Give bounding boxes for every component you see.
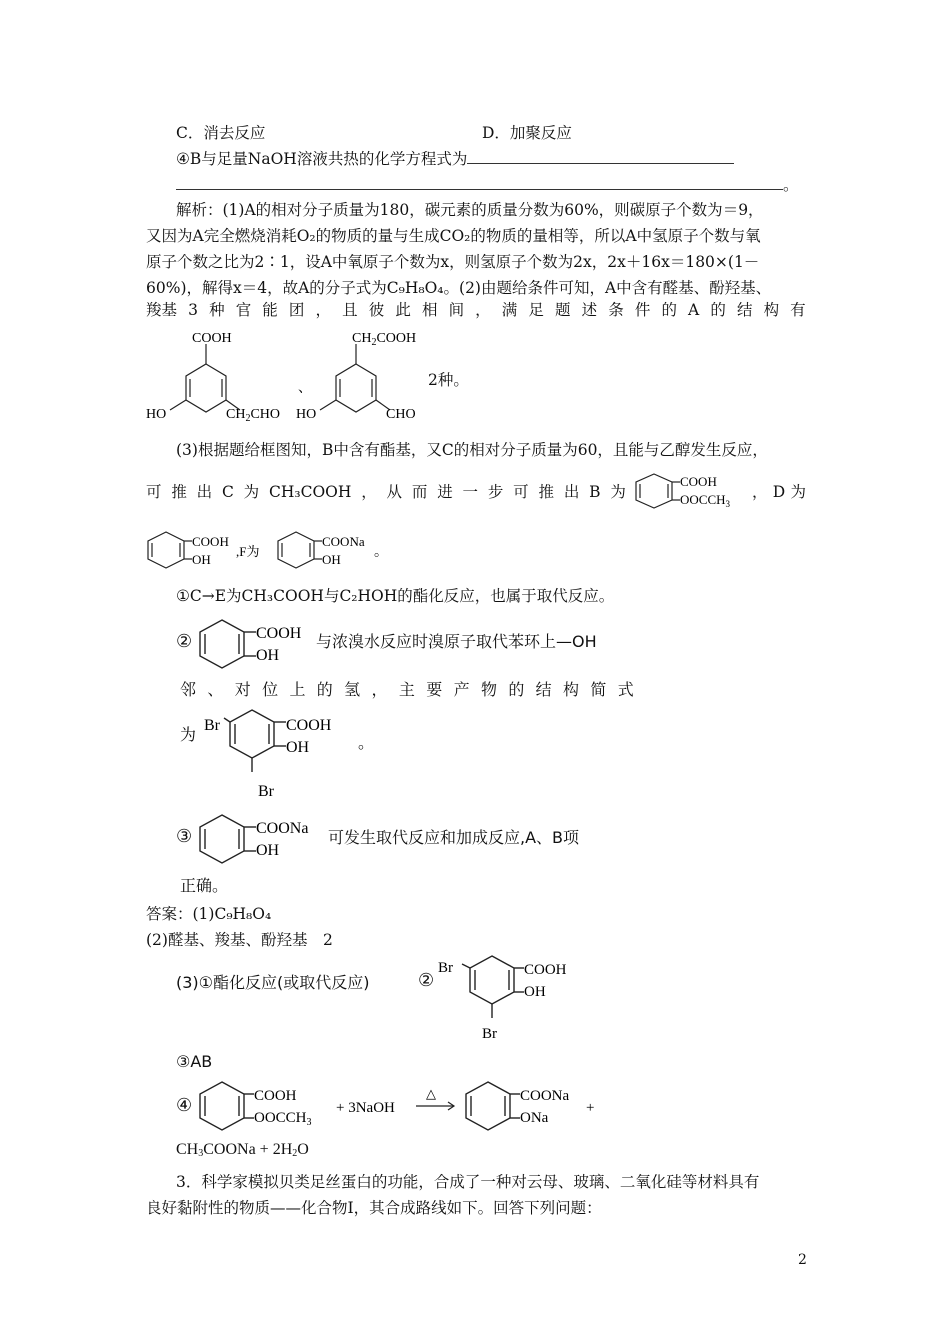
answer-blank[interactable]	[176, 175, 783, 190]
salicylic-acid-structure	[198, 614, 318, 672]
analysis-p3l2-token: 出	[196, 483, 213, 501]
d-is-token: 为	[790, 483, 806, 501]
analysis-line-2: 又因为A完全燃烧消耗O₂的物质的量与生成CO₂的物质的量相等，所以A中氢原子个数与氧	[146, 227, 761, 245]
analysis-line-3: 原子个数之比为2∶1，设A中氧原子个数为x，则氢原子个数为2x，2x＋16x＝180×(1－	[146, 253, 760, 271]
page-number: 2	[798, 1252, 807, 1268]
analysis-p3l2-token: 为	[243, 483, 260, 501]
analysis-line-1: 解析：(1)A的相对分子质量为180，碳元素的质量分数为60%，则碳原子个数为＝9，	[176, 201, 764, 219]
period: 。	[374, 545, 388, 560]
eq-arrow	[416, 1102, 454, 1110]
analysis-l5-token: 能	[262, 301, 278, 319]
analysis-p3l2-token: 一	[462, 483, 479, 501]
eq-coona: COONa	[520, 1088, 570, 1104]
answer-cooh: COOH	[524, 962, 567, 978]
analysis-line-5	[146, 300, 806, 320]
isomer-1	[170, 344, 240, 412]
analysis-line-4: 60%)，解得x＝4，故A的分子式为C₉H₈O₄。(2)由题给条件可知，A中含有醛基、酚羟基、	[146, 279, 772, 297]
br-top: Br	[204, 717, 220, 734]
question-3-line-1: 3．科学家模拟贝类足丝蛋白的功能，合成了一种对云母、玻璃、二氧化硅等材料具有	[176, 1173, 760, 1191]
answer-br-top: Br	[438, 960, 453, 976]
analysis-l5-token: 结	[736, 301, 753, 319]
reaction-2-l2-token: 主	[398, 680, 415, 699]
analysis-p3-line-1: (3)根据题给框图知，B中含有酯基，又C的相对分子质量为60，且能与乙醇发生反应，	[176, 441, 768, 459]
answer-oh: OH	[524, 984, 546, 1000]
d-is-token: ，	[752, 483, 768, 501]
reaction-2-l2-token: 氢	[344, 680, 361, 699]
d-oh: OH	[192, 552, 211, 567]
reaction-2-l2-token: 的	[508, 680, 525, 699]
r3-coona: COONa	[256, 820, 309, 837]
analysis-p3l2-token: C	[221, 483, 234, 501]
analysis-l5-token: 间	[448, 301, 465, 319]
analysis-p3l2-token: 推	[538, 483, 555, 501]
reaction-2-l2-token: 要	[426, 680, 443, 699]
analysis-l5-token: ，	[475, 301, 491, 319]
analysis-l5-token: 官	[235, 301, 252, 319]
equation-4	[198, 1076, 618, 1136]
dibromo-product	[200, 704, 380, 800]
analysis-l5-token: 述	[581, 301, 598, 319]
answer-3b: ③AB	[176, 1052, 213, 1071]
b-oocch3: $OOCCH_3$	[680, 492, 731, 509]
reaction-2-l2-token: 对	[234, 680, 251, 699]
answer-dibromo-structure	[436, 950, 596, 1046]
analysis-l5-token: 彼	[368, 301, 385, 319]
structures-d-f	[146, 528, 386, 578]
answer-br-bottom: Br	[482, 1026, 497, 1042]
two-kinds: 2种。	[428, 371, 469, 389]
isomer-1-ho: HO	[146, 407, 167, 422]
analysis-p3l2-token: 出	[563, 483, 580, 501]
answer-3: (3)①酯化反应(或取代反应)	[176, 973, 370, 992]
isomer-2-cho: CHO	[386, 407, 416, 422]
analysis-l5-token: 足	[528, 301, 544, 319]
d-is	[752, 482, 806, 502]
circled-3: ③	[176, 826, 193, 847]
eq-plus: +	[586, 1100, 595, 1116]
analysis-p3l2-token: 可	[513, 483, 529, 501]
analysis-l5-token: 满	[501, 301, 518, 319]
isomer-1-ch2cho: $CH_2CHO$	[226, 407, 281, 424]
isomer-2	[320, 344, 390, 412]
analysis-l5-token: 且	[342, 301, 358, 319]
isomer-1-cooh: COOH	[192, 331, 232, 346]
equation-products: $CH_3COONa + 2H_2O$	[176, 1141, 309, 1159]
r2-cooh: COOH	[256, 625, 302, 642]
analysis-p3l2-token: 为	[610, 483, 626, 501]
r2-oh: OH	[256, 647, 280, 664]
reaction-2-l2-token: 上	[289, 680, 306, 699]
isomer-2-ch2cooh: $CH_2COOH$	[352, 331, 417, 348]
eq-cooh: COOH	[254, 1088, 297, 1104]
br-bottom: Br	[258, 783, 274, 800]
analysis-l5-token: 相	[421, 301, 438, 319]
answer-blank-line: 。	[176, 175, 799, 195]
analysis-l5-token: 的	[710, 301, 726, 319]
analysis-l5-token: 有	[790, 301, 806, 319]
answer-2: (2)醛基、羧基、酚羟基 2	[146, 931, 333, 949]
analysis-l5-token: 此	[395, 301, 411, 319]
analysis-l5-token: ，	[315, 301, 332, 319]
analysis-p3l2-token: B	[589, 483, 601, 501]
analysis-l5-token: 羧基	[146, 301, 178, 319]
option-d: D．加聚反应	[482, 124, 572, 142]
reaction-2-l2-token: 的	[316, 680, 333, 699]
analysis-p3l2-token: 进	[437, 483, 453, 501]
reaction-2-text: 与浓溴水反应时溴原子取代苯环上—OH	[316, 632, 597, 651]
analysis-p3l2-token: 步	[487, 483, 504, 501]
reaction-2-l2-token: 简	[590, 680, 607, 699]
reaction-2-l2-token: 构	[563, 680, 580, 699]
isomer-structures	[140, 322, 440, 432]
circled-2: ②	[176, 631, 193, 652]
separator: 、	[298, 381, 312, 396]
reaction-2-line-2	[180, 680, 634, 700]
analysis-l5-token: 的	[661, 301, 677, 319]
answer-1: 答案：(1)C₉H₈O₄	[146, 905, 272, 923]
reaction-2-l2-token: 物	[480, 680, 497, 699]
b-cooh: COOH	[680, 474, 717, 489]
analysis-l5-token: A	[688, 301, 700, 319]
analysis-p3l2-token: ，	[361, 483, 377, 501]
reaction-3-text: 可发生取代反应和加成反应,A、B项	[328, 828, 580, 847]
analysis-p3l2-token: 可	[146, 483, 162, 501]
structure-b	[634, 470, 754, 514]
reaction-1: ①C→E为CH₃COOH与C₂HOH的酯化反应，也属于取代反应。	[176, 587, 615, 605]
option-c: C．消去反应	[176, 124, 266, 142]
reaction-2-l2-token: 产	[453, 680, 470, 699]
analysis-l5-token: 种	[209, 301, 225, 319]
analysis-l5-token: 条	[608, 301, 624, 319]
reaction-3-line-2: 正确。	[180, 876, 229, 895]
reaction-2-l2-token: 邻	[180, 680, 197, 699]
analysis-l5-token: 构	[763, 301, 780, 319]
product-oh: OH	[286, 739, 310, 756]
reaction-2-l2-token: 、	[207, 680, 224, 699]
d-cooh: COOH	[192, 534, 229, 549]
f-oh: OH	[322, 552, 341, 567]
sodium-salicylate-structure	[198, 809, 328, 867]
eq-naoh: + 3NaOH	[336, 1100, 395, 1116]
analysis-p3-line-2	[146, 482, 626, 502]
analysis-l5-token: 件	[634, 301, 651, 319]
eq-oocch3: $OOCCH_3$	[254, 1110, 312, 1128]
f-is: ,F为	[236, 544, 260, 559]
eq-heat-symbol: △	[426, 1086, 436, 1101]
analysis-l5-token: 题	[555, 301, 571, 319]
question-3-line-2: 良好黏附性的物质——化合物I，其合成路线如下。回答下列问题：	[146, 1199, 602, 1217]
reaction-2-l2-token: 位	[262, 680, 279, 699]
reaction-2-l2-token: ，	[371, 680, 388, 699]
circled-4: ④	[176, 1095, 193, 1116]
circled-2-answer: ②	[418, 970, 435, 991]
reaction-2-l2-token: 结	[535, 680, 552, 699]
analysis-p3l2-token: 而	[411, 483, 428, 501]
analysis-l5-token: 团	[288, 301, 305, 319]
reaction-2-l2-token: 式	[617, 680, 634, 699]
isomer-2-ho: HO	[296, 407, 317, 422]
product-cooh: COOH	[286, 717, 332, 734]
analysis-p3l2-token: 从	[386, 483, 403, 501]
f-coona: COONa	[322, 534, 365, 549]
question-4-prompt: ④B与足量NaOH溶液共热的化学方程式为	[176, 149, 734, 169]
period: 。	[358, 735, 375, 752]
analysis-p3l2-token: CH₃COOH	[269, 483, 352, 501]
wei: 为	[180, 725, 197, 744]
eq-ona: ONa	[520, 1110, 549, 1126]
analysis-l5-token: 3	[188, 301, 198, 319]
analysis-p3l2-token: 推	[171, 483, 187, 501]
answer-blank[interactable]	[467, 149, 734, 164]
r3-oh: OH	[256, 842, 280, 859]
d-is-token: D	[772, 483, 786, 501]
